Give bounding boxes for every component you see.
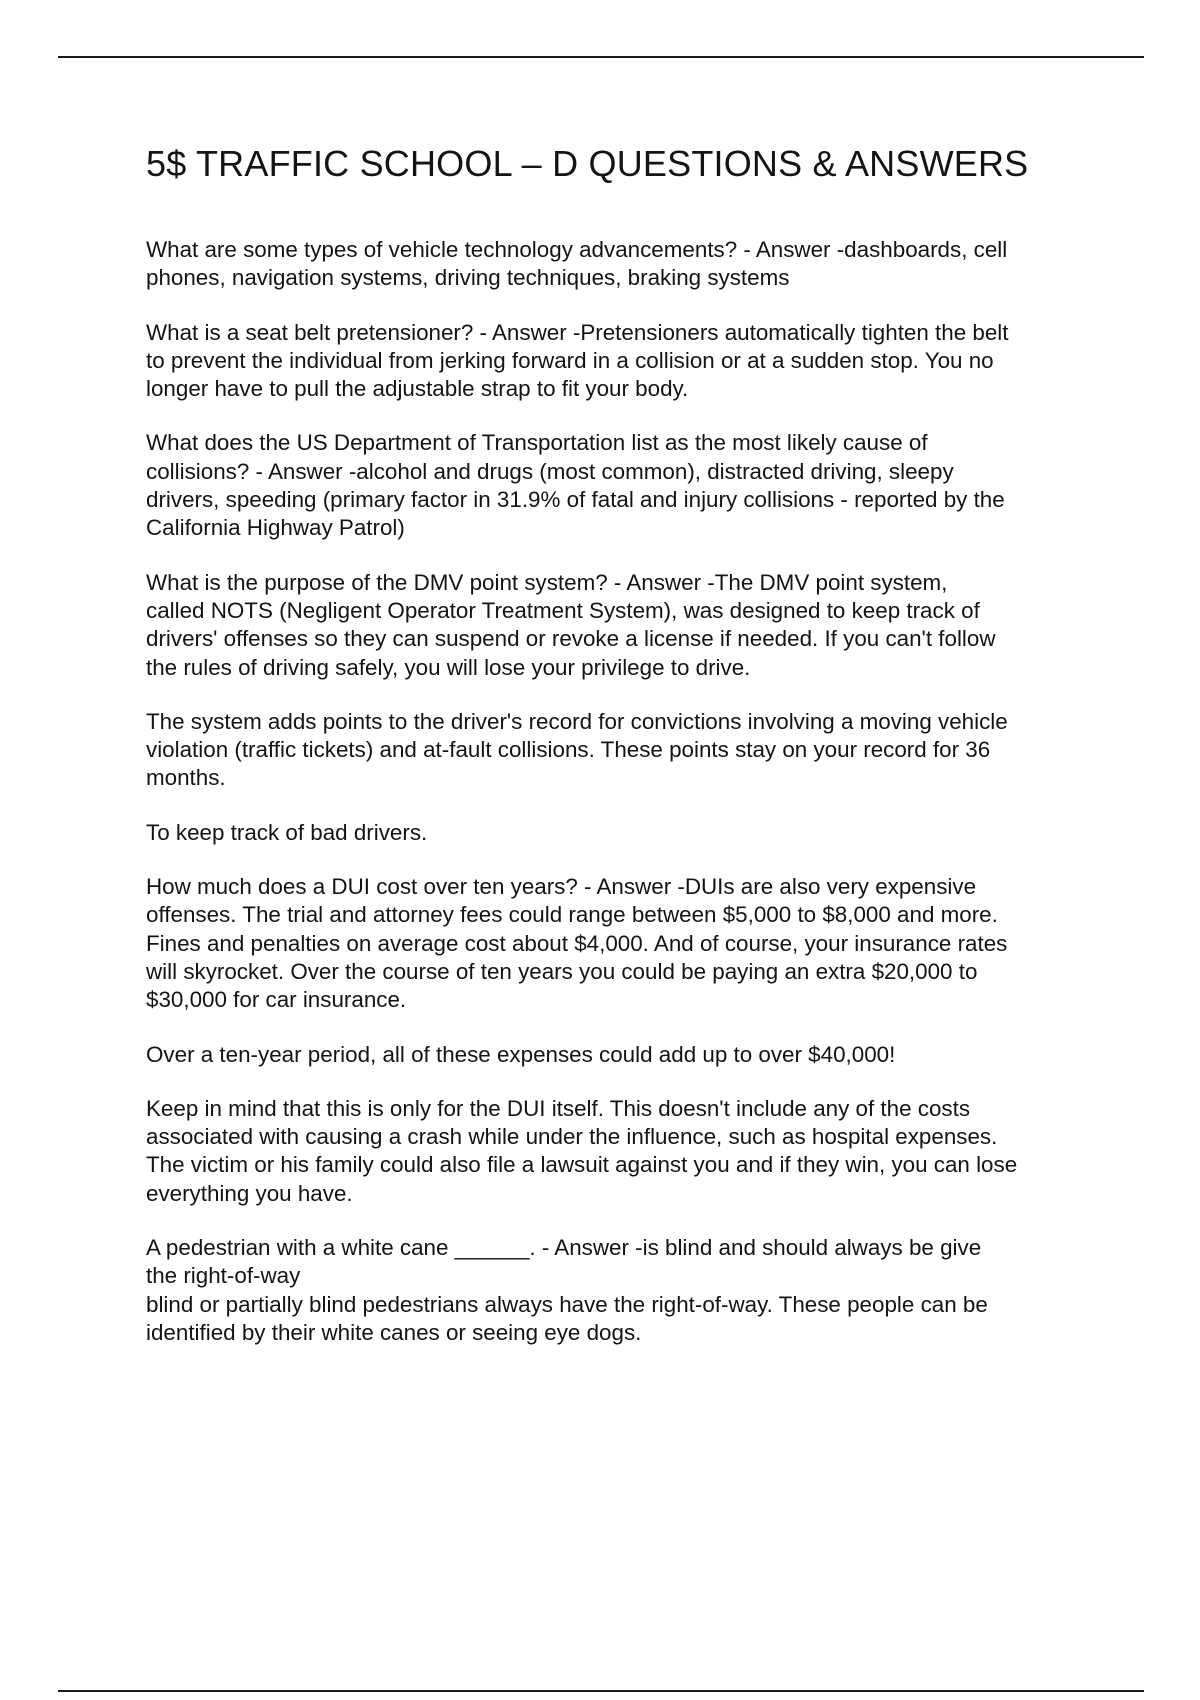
text-line: What does the US Department of Transportation list as the most likely cause of [146, 430, 928, 456]
qa-paragraph [146, 708, 1096, 793]
qa-paragraph [146, 319, 1096, 404]
text-line: offenses. The trial and attorney fees could range between $5,000 to $8,000 and more. [146, 902, 998, 928]
text-line: longer have to pull the adjustable strap to fit your body. [146, 376, 689, 402]
text-line: What is a seat belt pretensioner? - Answer -Pretensioners automatically tighten the belt [146, 319, 1009, 345]
text-line: Fines and penalties on average cost about $4,000. And of course, your insurance rates [146, 930, 1008, 956]
text-line: The victim or his family could also file a lawsuit against you and if they win, you can lose [146, 1152, 1018, 1178]
qa-body [146, 236, 1096, 1347]
text-line: How much does a DUI cost over ten years? - Answer -DUIs are also very expensive [146, 874, 977, 900]
text-line: will skyrocket. Over the course of ten years you could be paying an extra $20,000 to [146, 958, 978, 984]
qa-paragraph [146, 429, 1096, 542]
text-line: California Highway Patrol) [146, 515, 405, 541]
qa-paragraph [146, 1041, 1096, 1069]
text-line: $30,000 for car insurance. [146, 987, 407, 1013]
text-line: associated with causing a crash while under the influence, such as hospital expenses. [146, 1124, 998, 1150]
text-line: months. [146, 765, 226, 791]
text-line: the rules of driving safely, you will lose your privilege to drive. [146, 654, 751, 680]
text-line: collisions? - Answer -alcohol and drugs (most common), distracted driving, sleepy [146, 458, 954, 484]
qa-paragraph [146, 236, 1096, 293]
text-line: A pedestrian with a white cane ______. - Answer -is blind and should always be give [146, 1235, 982, 1261]
text-line: Over a ten-year period, all of these expenses could add up to over $40,000! [146, 1041, 896, 1067]
qa-paragraph [146, 1095, 1096, 1208]
text-line: What is the purpose of the DMV point system? - Answer -The DMV point system, [146, 569, 948, 595]
document-content [146, 140, 1096, 1373]
text-line: violation (traffic tickets) and at-fault collisions. These points stay on your record for 36 [146, 737, 991, 763]
text-line: blind or partially blind pedestrians always have the right-of-way. These people can be [146, 1291, 988, 1317]
text-line: Keep in mind that this is only for the DUI itself. This doesn't include any of the costs [146, 1095, 971, 1121]
qa-paragraph [146, 1234, 1096, 1347]
qa-paragraph [146, 569, 1096, 682]
text-line: phones, navigation systems, driving techniques, braking systems [146, 265, 790, 291]
text-line: the right-of-way [146, 1263, 301, 1289]
footer-rule [58, 1690, 1144, 1692]
qa-paragraph [146, 873, 1096, 1014]
text-line: The system adds points to the driver's record for convictions involving a moving vehicle [146, 708, 1008, 734]
text-line: drivers' offenses so they can suspend or revoke a license if needed. If you can't follow [146, 626, 996, 652]
document-title: 5$ TRAFFIC SCHOOL – D QUESTIONS & ANSWERS [146, 143, 1029, 184]
text-line: What are some types of vehicle technology advancements? - Answer -dashboards, cell [146, 237, 1008, 262]
header-rule [58, 56, 1144, 58]
text-line: drivers, speeding (primary factor in 31.9% of fatal and injury collisions - reported by the [146, 487, 1005, 513]
text-line: everything you have. [146, 1180, 353, 1206]
qa-paragraph [146, 819, 1096, 847]
text-line: identified by their white canes or seeing eye dogs. [146, 1319, 642, 1345]
text-line: To keep track of bad drivers. [146, 819, 428, 845]
text-line: called NOTS (Negligent Operator Treatment System), was designed to keep track of [146, 597, 980, 623]
text-line: to prevent the individual from jerking forward in a collision or at a sudden stop. You no [146, 347, 994, 373]
